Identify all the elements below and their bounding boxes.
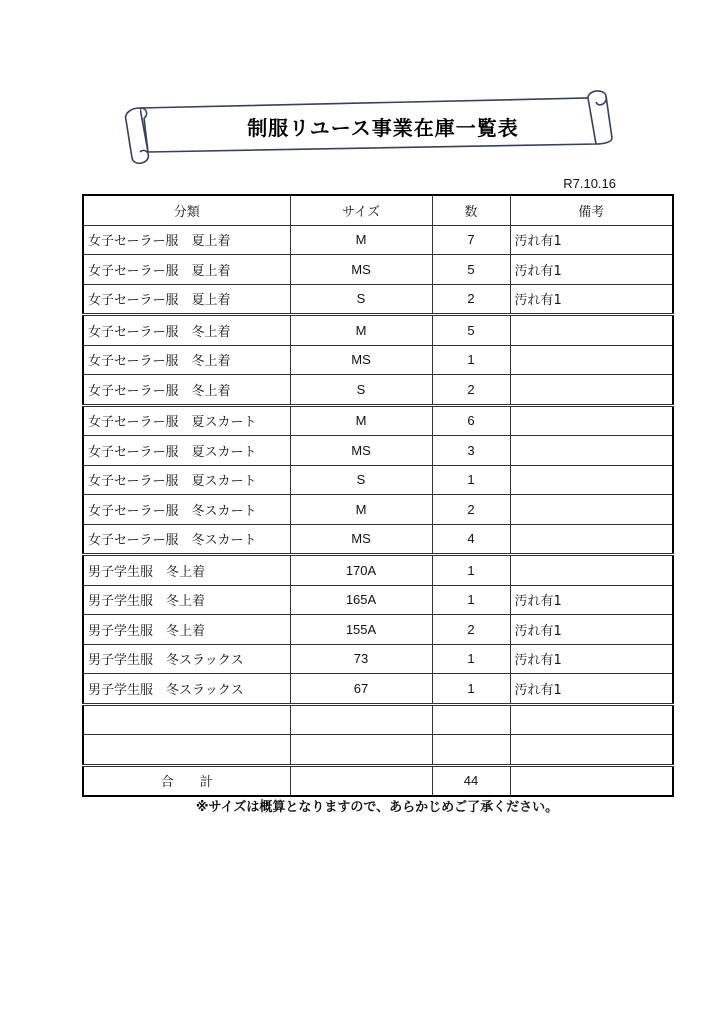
cell-category: 男子学生服 冬上着 [83,555,290,586]
cell-count: 2 [432,284,510,315]
total-remarks [510,765,673,796]
total-count: 44 [432,765,510,796]
cell-count: 5 [432,255,510,285]
total-size [290,765,432,796]
cell-size: 67 [290,674,432,705]
cell-remarks: 汚れ有1 [510,674,673,705]
header-remarks: 備考 [510,195,673,225]
cell-remarks [510,555,673,586]
cell-remarks [510,524,673,555]
cell-count: 2 [432,375,510,406]
total-label: 合 計 [83,765,290,796]
cell-size: 165A [290,585,432,615]
cell-count: 6 [432,405,510,436]
cell-remarks [510,495,673,525]
cell-size: M [290,495,432,525]
cell-size: MS [290,345,432,375]
cell-size: S [290,375,432,406]
cell-category: 女子セーラー服 夏スカート [83,436,290,466]
cell-count: 1 [432,555,510,586]
cell-remarks: 汚れ有1 [510,225,673,255]
cell-count: 1 [432,585,510,615]
cell-size: MS [290,524,432,555]
table-row [83,524,673,555]
cell-category: 女子セーラー服 冬スカート [83,524,290,555]
cell-category: 女子セーラー服 夏上着 [83,225,290,255]
cell-size: 73 [290,644,432,674]
cell-category: 女子セーラー服 冬上着 [83,315,290,346]
cell-remarks: 汚れ有1 [510,255,673,285]
table-row [83,704,673,735]
cell-category: 女子セーラー服 夏上着 [83,284,290,315]
cell-size: MS [290,436,432,466]
cell-size [290,735,432,766]
total-row [83,765,673,796]
header-size: サイズ [290,195,432,225]
header-count: 数 [432,195,510,225]
cell-count: 1 [432,674,510,705]
cell-count: 2 [432,495,510,525]
cell-category: 女子セーラー服 冬上着 [83,375,290,406]
cell-size: MS [290,255,432,285]
cell-count: 3 [432,436,510,466]
cell-size: S [290,465,432,495]
cell-count [432,735,510,766]
cell-remarks [510,704,673,735]
title-banner [118,86,618,166]
table-row [83,255,673,285]
cell-category: 女子セーラー服 冬上着 [83,345,290,375]
date-label: R7.10.16 [563,176,616,191]
cell-size: M [290,315,432,346]
cell-count: 1 [432,345,510,375]
cell-remarks [510,315,673,346]
table-row [83,465,673,495]
cell-remarks [510,345,673,375]
cell-remarks [510,405,673,436]
cell-count: 7 [432,225,510,255]
header-category: 分類 [83,195,290,225]
cell-size: M [290,225,432,255]
inventory-table [82,194,674,797]
cell-count: 1 [432,465,510,495]
cell-size: S [290,284,432,315]
table-row [83,225,673,255]
cell-count: 5 [432,315,510,346]
footnote: ※サイズは概算となりますので、あらかじめご了承ください。 [195,800,559,815]
page-title: 制服リユース事業在庫一覧表 [247,116,519,140]
cell-remarks: 汚れ有1 [510,615,673,645]
table-header-row [83,195,673,225]
cell-size: M [290,405,432,436]
cell-remarks: 汚れ有1 [510,644,673,674]
cell-category: 男子学生服 冬上着 [83,615,290,645]
table-row [83,405,673,436]
cell-size: 155A [290,615,432,645]
cell-category: 男子学生服 冬上着 [83,585,290,615]
table-row [83,315,673,346]
table-row [83,615,673,645]
table-row [83,345,673,375]
cell-category [83,735,290,766]
table-row [83,284,673,315]
cell-size: 170A [290,555,432,586]
table-row [83,674,673,705]
cell-remarks [510,436,673,466]
table-row [83,436,673,466]
table-row [83,375,673,406]
cell-count: 2 [432,615,510,645]
cell-category: 女子セーラー服 夏上着 [83,255,290,285]
table-body [83,225,673,765]
cell-remarks [510,735,673,766]
cell-remarks [510,375,673,406]
cell-count [432,704,510,735]
cell-size [290,704,432,735]
cell-category: 女子セーラー服 冬スカート [83,495,290,525]
cell-count: 1 [432,644,510,674]
cell-count: 4 [432,524,510,555]
table-row [83,735,673,766]
cell-remarks: 汚れ有1 [510,585,673,615]
table-row [83,644,673,674]
table-row [83,555,673,586]
cell-category: 男子学生服 冬スラックス [83,644,290,674]
cell-category: 男子学生服 冬スラックス [83,674,290,705]
cell-remarks [510,465,673,495]
cell-remarks: 汚れ有1 [510,284,673,315]
cell-category: 女子セーラー服 夏スカート [83,405,290,436]
cell-category: 女子セーラー服 夏スカート [83,465,290,495]
table-row [83,585,673,615]
cell-category [83,704,290,735]
table-row [83,495,673,525]
